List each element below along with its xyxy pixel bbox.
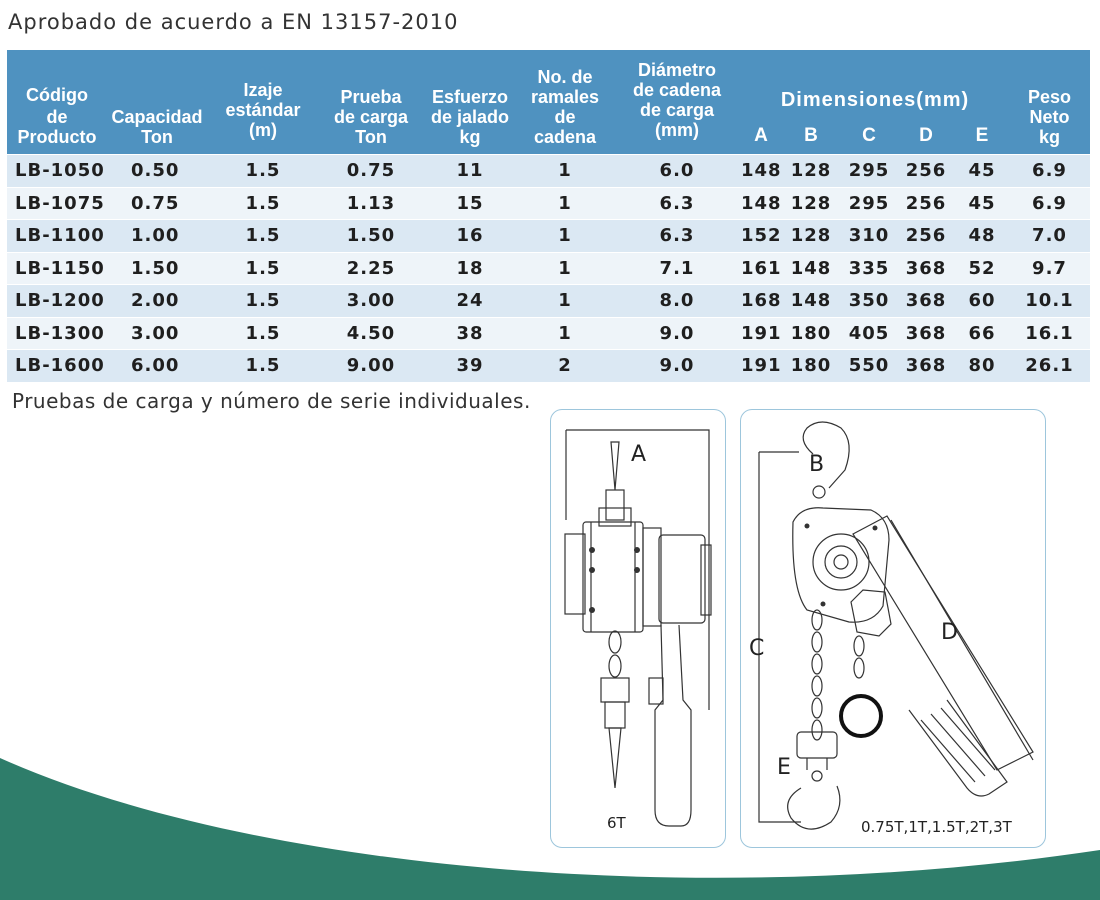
capacity: 0.50: [107, 155, 207, 188]
dim-d-value: 368: [905, 257, 947, 279]
table-row: [7, 317, 1090, 350]
chain-diameter: 6.3: [613, 187, 741, 220]
chain-diameter: 9.0: [613, 317, 741, 350]
capacity: 0.75: [107, 187, 207, 220]
dim-d-value: 368: [905, 290, 947, 312]
table-row: [7, 285, 1090, 318]
net-weight: 6.9: [1009, 155, 1090, 188]
col-lift: Izaje estándar (m): [207, 50, 319, 155]
dimensions-values: [741, 252, 1009, 285]
dim-b-value: 128: [790, 160, 832, 182]
caption-models: 0.75T,1T,1.5T,2T,3T: [861, 818, 1012, 836]
dim-c-value: 405: [848, 322, 890, 344]
dim-c-value: 350: [848, 290, 890, 312]
standard-lift: 1.5: [207, 317, 319, 350]
dim-b-value: 180: [790, 355, 832, 377]
dim-b-value: 180: [790, 322, 832, 344]
col-test: Prueba de carga Ton: [319, 50, 423, 155]
dim-e-value: 52: [968, 257, 996, 279]
chain-falls: 1: [517, 317, 613, 350]
standard-lift: 1.5: [207, 350, 319, 382]
test-load: 0.75: [319, 155, 423, 188]
pull-force: 15: [423, 187, 517, 220]
dim-a-value: 148: [741, 160, 782, 182]
dim-b-value: 128: [790, 225, 832, 247]
table-row: [7, 220, 1090, 253]
dim-c-value: 335: [848, 257, 890, 279]
label-d: D: [941, 620, 958, 645]
col-pull: Esfuerzo de jalado kg: [423, 50, 517, 155]
dimensions-values: [741, 187, 1009, 220]
dim-e-value: 48: [968, 225, 996, 247]
dim-b-value: 148: [790, 257, 832, 279]
chain-falls: 1: [517, 220, 613, 253]
dimensions-values: [741, 285, 1009, 318]
dimensions-values: [741, 220, 1009, 253]
standard-lift: 1.5: [207, 155, 319, 188]
col-weight: Peso Neto kg: [1009, 50, 1090, 155]
chain-diameter: 6.0: [613, 155, 741, 188]
standard-lift: 1.5: [207, 285, 319, 318]
chain-falls: 1: [517, 252, 613, 285]
dim-d-value: 368: [905, 322, 947, 344]
dimensions-title: Dimensiones(mm): [780, 89, 970, 111]
dimensions-values: [741, 155, 1009, 188]
col-falls: No. de ramales de cadena: [517, 50, 613, 155]
dim-a-value: 168: [741, 290, 782, 312]
pull-force: 18: [423, 252, 517, 285]
net-weight: 10.1: [1009, 285, 1090, 318]
col-code: Código de Producto: [7, 50, 107, 155]
dim-c-value: 310: [848, 225, 890, 247]
dim-c-value: 295: [848, 160, 890, 182]
test-load: 2.25: [319, 252, 423, 285]
test-load: 3.00: [319, 285, 423, 318]
dim-d-value: 256: [905, 160, 947, 182]
test-load: 1.13: [319, 187, 423, 220]
dim-a-value: 191: [741, 355, 782, 377]
caption-6t: 6T: [607, 814, 626, 832]
net-weight: 26.1: [1009, 350, 1090, 382]
note-text: Pruebas de carga y número de serie individuales.: [12, 389, 531, 413]
chain-diameter: 9.0: [613, 350, 741, 382]
dim-d-value: 368: [905, 355, 947, 377]
capacity: 2.00: [107, 285, 207, 318]
dim-e-value: 66: [968, 322, 996, 344]
pull-force: 11: [423, 155, 517, 188]
dim-a-value: 152: [741, 225, 782, 247]
capacity: 1.00: [107, 220, 207, 253]
dim-b-value: 128: [790, 192, 832, 214]
dim-e: E: [975, 125, 989, 146]
dimensions-values: [741, 350, 1009, 382]
chain-diameter: 6.3: [613, 220, 741, 253]
table-header-row: [7, 50, 1090, 155]
dim-e-value: 45: [968, 160, 996, 182]
chain-falls: 1: [517, 155, 613, 188]
hoist-side-view-drawing: [551, 410, 725, 847]
dim-e-value: 45: [968, 192, 996, 214]
dimensions-values: [741, 317, 1009, 350]
chain-diameter: 8.0: [613, 285, 741, 318]
capacity: 1.50: [107, 252, 207, 285]
product-code: LB-1150: [7, 252, 107, 285]
table-row: [7, 350, 1090, 382]
label-a: A: [631, 442, 647, 467]
product-code: LB-1100: [7, 220, 107, 253]
dim-b: B: [804, 125, 818, 146]
approval-text: Aprobado de acuerdo a EN 13157-2010: [8, 10, 459, 34]
test-load: 1.50: [319, 220, 423, 253]
chain-falls: 1: [517, 285, 613, 318]
net-weight: 16.1: [1009, 317, 1090, 350]
net-weight: 6.9: [1009, 187, 1090, 220]
diagram-6t-panel: [550, 409, 726, 848]
pull-force: 38: [423, 317, 517, 350]
label-c: C: [749, 636, 765, 661]
table-row: [7, 155, 1090, 188]
dim-a-value: 191: [741, 322, 782, 344]
hoist-front-view-drawing: [741, 410, 1045, 847]
label-e: E: [777, 755, 791, 780]
col-chain: Diámetro de cadena de carga (mm): [613, 50, 741, 155]
dim-d: D: [919, 125, 933, 146]
product-code: LB-1300: [7, 317, 107, 350]
product-code: LB-1600: [7, 350, 107, 382]
product-code: LB-1050: [7, 155, 107, 188]
test-load: 4.50: [319, 317, 423, 350]
dim-a-value: 161: [741, 257, 782, 279]
dim-e-value: 80: [968, 355, 996, 377]
chain-falls: 2: [517, 350, 613, 382]
dim-c-value: 295: [848, 192, 890, 214]
chain-falls: 1: [517, 187, 613, 220]
table-row: [7, 187, 1090, 220]
capacity: 6.00: [107, 350, 207, 382]
dim-b-value: 148: [790, 290, 832, 312]
capacity: 3.00: [107, 317, 207, 350]
pull-force: 24: [423, 285, 517, 318]
pull-force: 39: [423, 350, 517, 382]
dim-a: A: [754, 125, 768, 146]
chain-diameter: 7.1: [613, 252, 741, 285]
label-b: B: [809, 452, 825, 477]
dim-d-value: 256: [905, 225, 947, 247]
col-capacity: Capacidad Ton: [107, 50, 207, 155]
dim-c: C: [862, 125, 876, 146]
standard-lift: 1.5: [207, 187, 319, 220]
net-weight: 7.0: [1009, 220, 1090, 253]
col-dimensions: [741, 50, 1009, 155]
net-weight: 9.7: [1009, 252, 1090, 285]
spec-table: [7, 50, 1090, 382]
test-load: 9.00: [319, 350, 423, 382]
dim-c-value: 550: [848, 355, 890, 377]
table-row: [7, 252, 1090, 285]
dim-a-value: 148: [741, 192, 782, 214]
pull-force: 16: [423, 220, 517, 253]
standard-lift: 1.5: [207, 252, 319, 285]
dim-e-value: 60: [968, 290, 996, 312]
product-code: LB-1200: [7, 285, 107, 318]
standard-lift: 1.5: [207, 220, 319, 253]
dim-d-value: 256: [905, 192, 947, 214]
diagram-models-panel: [740, 409, 1046, 848]
product-code: LB-1075: [7, 187, 107, 220]
